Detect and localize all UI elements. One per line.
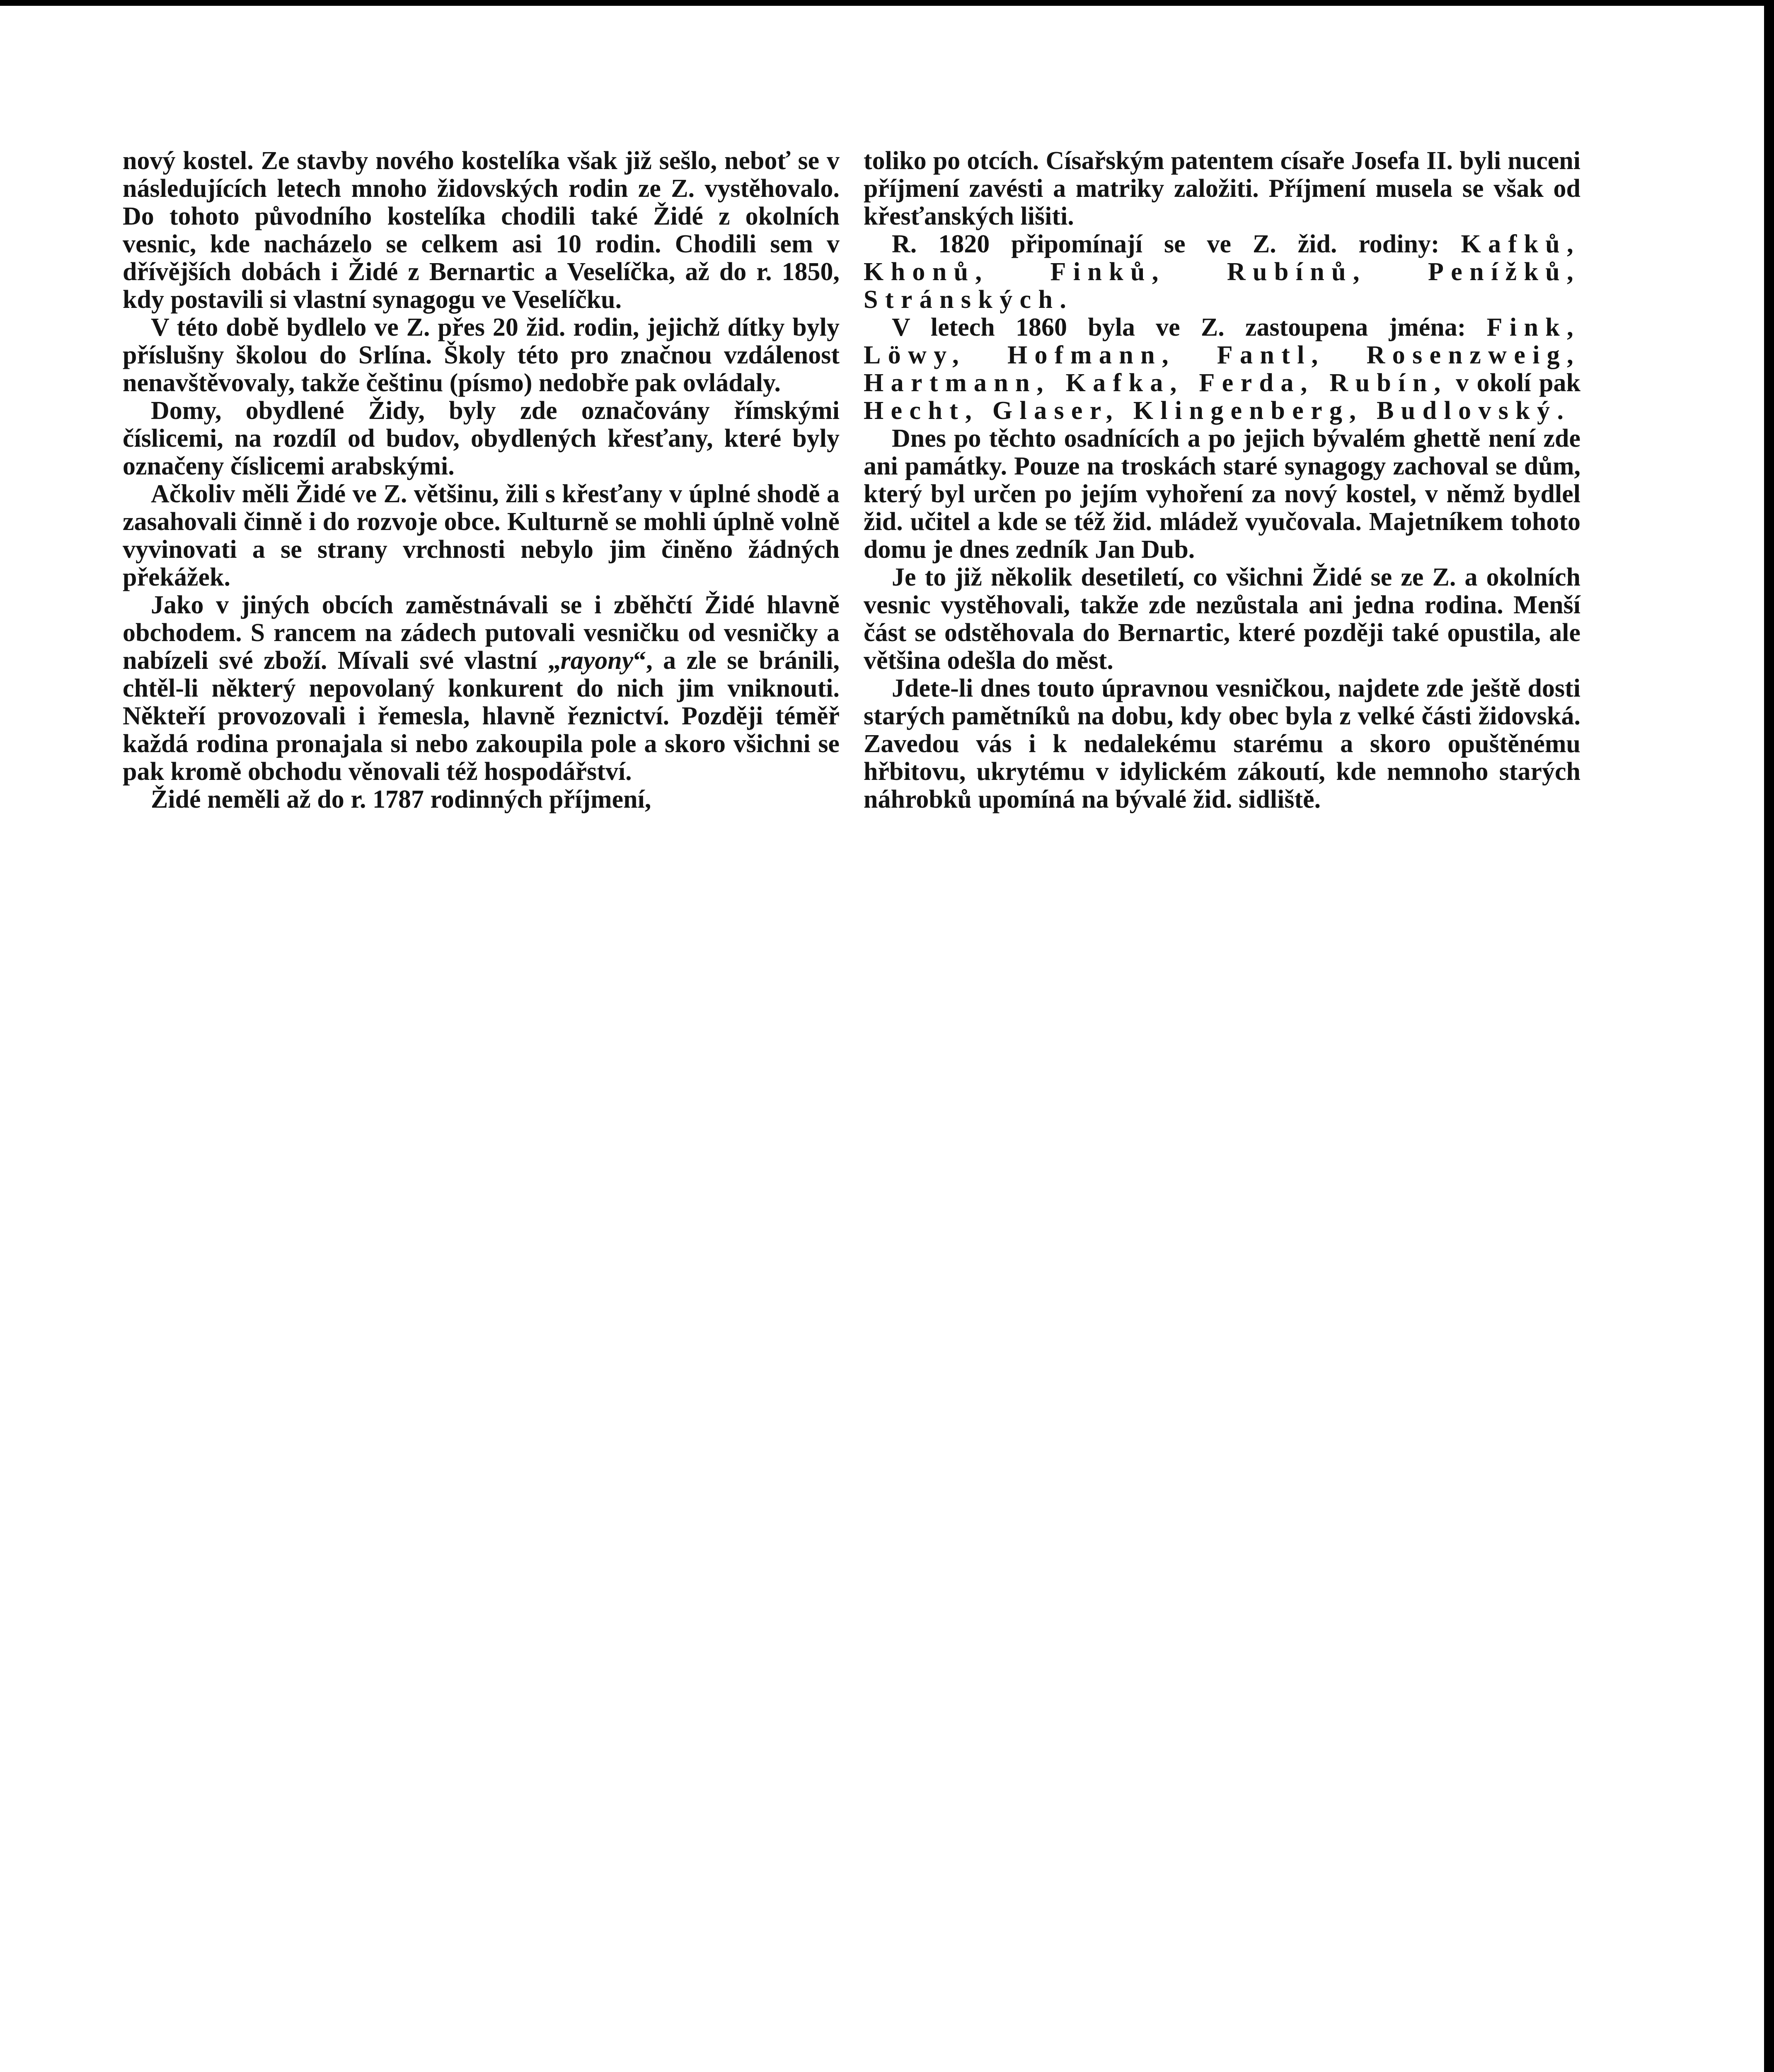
family-names: Kafků, Khonů, Finků, Rubínů, Penížků, Stránských. (864, 230, 1581, 314)
paragraph (864, 230, 1580, 314)
paragraph: nový kostel. Ze stavby nového kostelíka však již sešlo, neboť se v následujících letech mnoho židovských rodin ze Z. vystěhovalo. Do tohoto původního kostelíka chodili také Židé z okolních vesnic, kde nacházelo se celkem asi 10 rodin. Chodili sem v dřívějších dobách i Židé z Bernartic a Veselíčka, až do r. 1850, kdy postavili si vlastní synagogu ve Veselíčku. (123, 147, 840, 314)
paragraph: toliko po otcích. Císařským patentem císaře Josefa II. byli nuceni příjmení zavésti a matriky založiti. Příjmení musela se však od křesťanských lišiti. (864, 147, 1580, 230)
paragraph: Jdete-li dnes touto úpravnou vesničkou, najdete zde ještě dosti starých pamětníků na dobu, kdy obec byla z velké části židovská. Zavedou vás i k nedalekému starému a skoro opuštěnému hřbitovu, ukrytému v idylickém zákoutí, kde nemnoho starých náhrobků upomíná na bývalé žid. sidliště. (864, 674, 1580, 813)
paragraph (864, 314, 1580, 425)
family-names: Fink, Löwy, Hofmann, Fantl, Rosenzweig, Hartmann, Kafka, Ferda, Rubín, (864, 313, 1581, 397)
paragraph: Domy, obydlené Židy, byly zde označovány římskými číslicemi, na rozdíl od budov, obydlených křesťany, které byly označeny číslicemi arabskými. (123, 397, 840, 480)
paragraph: Židé neměli až do r. 1787 rodinných příjmení, (151, 785, 651, 813)
paragraph: Ačkoliv měli Židé ve Z. většinu, žili s křesťany v úplné shodě a zasahovali činně i do rozvoje obce. Kulturně se mohli úplně volně vyvinovati a se strany vrchnosti nebylo jim činěno žádných překážek. (123, 480, 840, 591)
scan-border-top (0, 0, 1774, 6)
paragraph-text: R. 1820 připomínají se ve Z. žid. rodiny: (892, 230, 1440, 258)
paragraph: V této době bydlelo ve Z. přes 20 žid. rodin, jejichž dítky byly příslušny školou do Srlína. Školy této pro značnou vzdálenost nenavštěvovaly, takže češtinu (písmo) nedobře pak ovládaly. (123, 313, 840, 397)
paragraph (123, 591, 840, 786)
left-text-column (123, 147, 840, 813)
italic-term: rayony (560, 646, 634, 675)
right-text-column (864, 147, 1580, 813)
paragraph-text: v okolí pak (1456, 369, 1580, 397)
paragraph-text: Jako v jiných obcích zaměstnávali se i zběhčtí Židé hlavně obchodem. S rancem na zádech putovali vesničku od vesničky a nabízeli své zboží. Mívali své vlastní „ (123, 591, 840, 675)
paragraph: Dnes po těchto osadnících a po jejich bývalém ghettě není zde ani památky. Pouze na troskách staré synagogy zachoval se dům, který byl určen po jejím vyhoření za nový kostel, v němž bydlel žid. učitel a kde se též žid. mládež vyučovala. Majetníkem tohoto domu je dnes zedník Jan Dub. (864, 424, 1580, 564)
paragraph: Je to již několik desetiletí, co všichni Židé se ze Z. a okolních vesnic vystěhovali, takže zde nezůstala ani jedna rodina. Menší část se odstěhovala do Bernartic, které později také opustila, ale většina odešla do měst. (864, 563, 1580, 675)
family-names: Hecht, Glaser, Klingenberg, Budlovský. (864, 397, 1571, 425)
paragraph-text: V letech 1860 byla ve Z. zastoupena jména: (892, 313, 1466, 341)
paragraph-text: “, a zle se bránili, chtěl-li některý nepovolaný konkurent do nich jim vniknouti. Někteří provozovali i řemesla, hlavně řeznictví. Později téměř každá rodina pronajala si nebo zakoupila pole a skoro všichni se pak kromě obchodu věnovali též hospodářství. (123, 646, 840, 786)
scan-border-right (1764, 0, 1774, 2072)
